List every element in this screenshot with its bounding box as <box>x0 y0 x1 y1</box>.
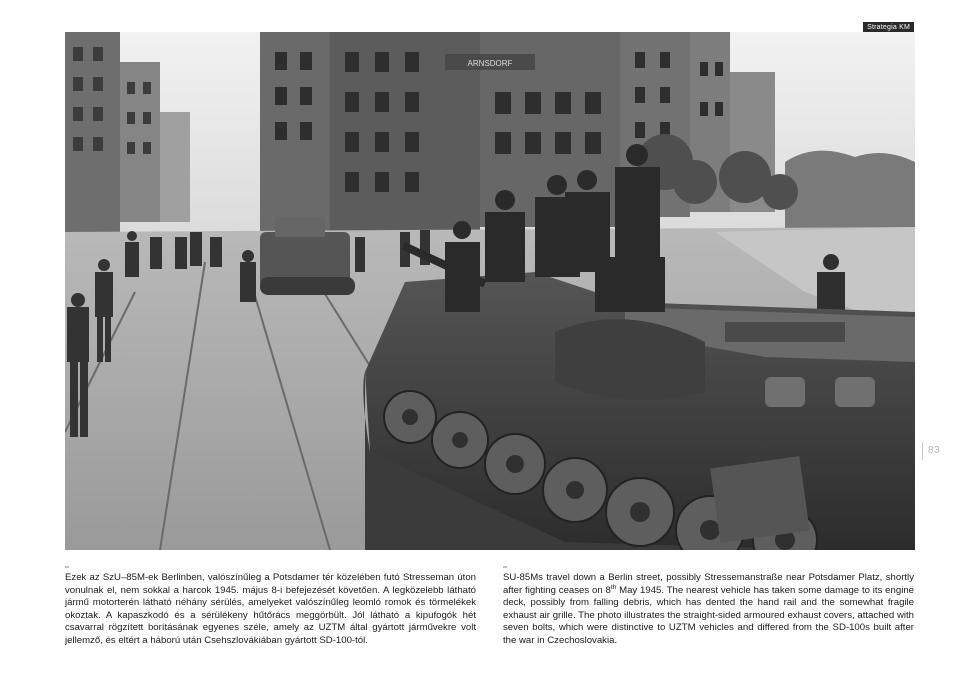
caption-hungarian <box>65 572 476 648</box>
page-number-rule <box>922 442 923 460</box>
page-number: 83 <box>928 445 941 456</box>
caption-marker-hungarian <box>65 566 69 568</box>
corner-building <box>260 32 775 242</box>
caption-english-ordinal: th <box>610 583 617 591</box>
caption-hungarian-text: Ezek az SzU–85M-ek Berlinben, valószínűleg a Potsdamer tér közelében futó Stresseman úton vonulnak el, nem sokkal a harcok 1945. május 8-i befejezését követően. A legközelebb látható jármű motorterén látható néhány sérülés, amelyeket valószínűleg leomló romok és törmelékek okoztak. A kapaszkodó és a sérülékeny hűtőrács meggörbült. Jól látható a kipufogók hét csavarral rögzített borításának egyenes széle, amely az UZTM által gyártott járművekre volt jellemző, és eltért a háború után Csehszlovákiában gyártott SD-100-tól. <box>65 572 476 646</box>
caption-english-text <box>503 572 914 648</box>
publisher-brand-tag: Strategia KM <box>863 22 914 33</box>
shop-sign: ARNSDORF <box>467 59 513 68</box>
historical-photograph <box>65 32 915 550</box>
caption-english-part-2: May 1945. The nearest vehicle has taken some damage to its engine deck, possibly from falling debris, which has dented the hand rail and the somewhat fragile exhaust air grille. The photo illustrates the straight-sided armoured exhaust covers, attached with seven bolts, which were distinctive to UZTM vehicles and differed from the SD-100s built after the war in Czechoslovakia. <box>503 584 914 646</box>
caption-marker-english <box>503 566 507 568</box>
caption-english <box>503 572 914 648</box>
caption-english-part-1: SU-85Ms travel down a Berlin street, possibly Stressemanstraße near Potsdamer Platz, shortly after fighting ceases on 8 <box>503 572 914 596</box>
